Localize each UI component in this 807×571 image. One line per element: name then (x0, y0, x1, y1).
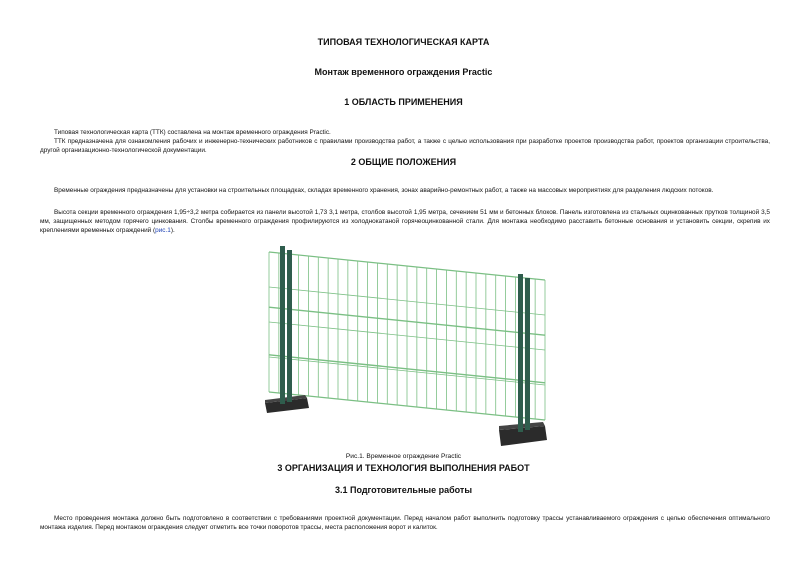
figure-caption: Рис.1. Временное ограждение Practic (345, 453, 462, 460)
right-post-1 (518, 274, 523, 432)
section-1-heading: 1 ОБЛАСТЬ ПРИМЕНЕНИЯ (344, 97, 463, 107)
fence-mesh-panel (269, 252, 545, 420)
section-3-1-heading: 3.1 Подготовительные работы (334, 485, 473, 495)
section-1-paragraph-2: ТТК предназначена для ознакомления рабочих и инженерно-технических работников с правилами производства работ, а также с целью использования при разработке проектов производства работ, проектов организации строительства, другой организационно-технологической документации. (40, 138, 770, 154)
section-2-paragraph-1: Временные ограждения предназначены для установки на строительных площадках, складах временного хранения, зонах аварийно-ремонтных работ, а также на массовых мероприятиях для разделения людских потоков. (54, 187, 714, 194)
section-3-heading: 3 ОРГАНИЗАЦИЯ И ТЕХНОЛОГИЯ ВЫПОЛНЕНИЯ РАБОТ (277, 463, 530, 473)
paragraph-end: ). (170, 227, 175, 234)
fence-illustration (255, 240, 555, 452)
section-1-paragraph-1: Типовая технологическая карта (ТТК) составлена на монтаж временного ограждения Practic. (54, 129, 331, 136)
document-subtitle: Монтаж временного ограждения Practic (314, 67, 493, 77)
document-title: ТИПОВАЯ ТЕХНОЛОГИЧЕСКАЯ КАРТА (317, 37, 490, 47)
left-post-1 (280, 246, 285, 404)
section-2-paragraph-2 (40, 208, 770, 235)
figure-1-link[interactable]: рис.1 (155, 227, 171, 234)
right-post-2 (525, 278, 530, 430)
section-2-heading: 2 ОБЩИЕ ПОЛОЖЕНИЯ (350, 157, 457, 167)
paragraph-text: Высота секции временного ограждения 1,95÷3,2 метра собирается из панели высотой 1,73 3,1 метра, столбов высотой 1,95 метра, сечением 51 мм и бетонных блоков. Панель изготовлена из стальных оцинкованных прутков толщиной 3,5 мм, защищенных методом горячего цинкования. Столбы временного ограждения профилируются из холоднокатаной горячеоцинкованной стали. Для монтажа необходимо расставить бетонные основания и установить секции, скрепив их креплениями временных ограждений ( (40, 209, 770, 234)
left-post-2 (287, 250, 292, 402)
section-3-1-paragraph-1: Место проведения монтажа должно быть подготовлено в соответствии с требованиями проектной документации. Перед началом работ выполнить подготовку трассы устанавливаемого ограждения с целью обеспечения оптимального монтажа изделия. Перед монтажом ограждения следует отметить все точки поворотов трассы, места расположения ворот и калиток. (40, 515, 770, 531)
